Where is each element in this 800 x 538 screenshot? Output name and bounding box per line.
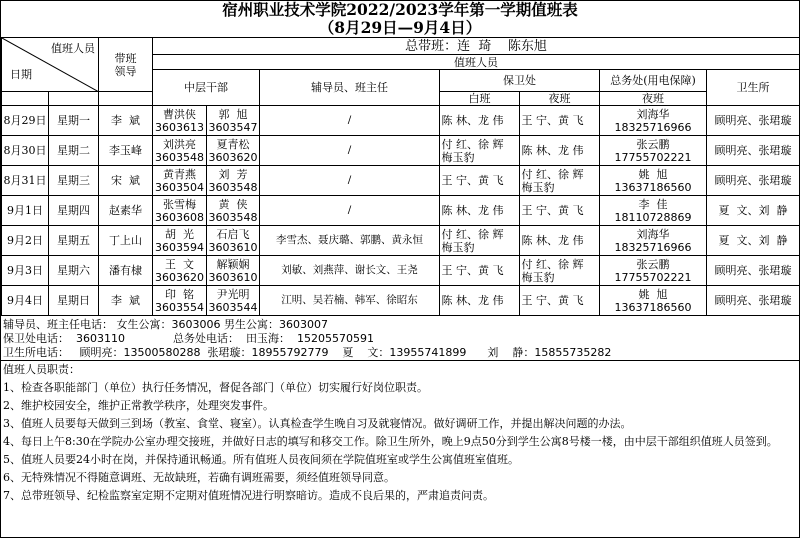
middle-cadre-2-name: 黄 侠 xyxy=(218,197,248,211)
info-line-3: 卫生所电话： 顾明亮：13500580288 张珺璇：18955792779 夏 文：13955741899 刘 静：15855735282 xyxy=(3,346,612,359)
general-affairs-cell-phone: 17755702221 xyxy=(614,150,692,164)
date-cell xyxy=(2,286,49,316)
middle-cadre-1 xyxy=(153,166,207,196)
table-row xyxy=(2,196,800,226)
security-night-cell-text: 陈 林、龙 伟 xyxy=(521,234,584,247)
date-cell xyxy=(2,226,49,256)
weekday-cell-text: 星期日 xyxy=(57,294,90,307)
header-general-night: 夜班 xyxy=(600,92,707,106)
security-day-cell xyxy=(440,106,520,136)
leader-cell-text: 李 斌 xyxy=(111,294,140,307)
header-duty-staff: 值班人员 xyxy=(153,55,800,70)
security-night-cell-text: 付 红、徐 辉 梅玉豹 xyxy=(521,167,584,194)
middle-cadre-1 xyxy=(153,256,207,286)
counselor-cell-text: / xyxy=(347,174,352,186)
clinic-cell xyxy=(707,106,800,136)
general-phone: 总务处电话： 田玉海： 15205570591 xyxy=(172,332,374,345)
counselor-cell xyxy=(260,256,440,286)
security-day-cell xyxy=(440,166,520,196)
duty-rows xyxy=(2,106,800,316)
general-affairs-cell-phone: 18325716966 xyxy=(614,120,692,134)
middle-cadre-2 xyxy=(207,166,260,196)
rules-heading: 值班人员职责： xyxy=(3,363,80,376)
middle-cadre-2-name: 解颖娴 xyxy=(216,257,250,271)
date-cell-text: 8月29日 xyxy=(3,114,47,127)
duty-rules xyxy=(1,360,799,505)
duty-table xyxy=(1,37,800,316)
leader-cell xyxy=(99,196,153,226)
general-affairs-cell-phone: 13637186560 xyxy=(614,180,692,194)
weekday-cell-text: 星期四 xyxy=(57,204,90,217)
clinic-cell xyxy=(707,226,800,256)
security-day-cell-text: 付 红、徐 辉 梅玉豹 xyxy=(441,227,504,254)
date-cell-text: 9月4日 xyxy=(7,294,43,307)
date-cell-text: 9月3日 xyxy=(7,264,43,277)
weekday-cell-text: 星期六 xyxy=(57,264,90,277)
middle-cadre-1-phone: 3603548 xyxy=(155,150,204,164)
general-affairs-cell xyxy=(600,106,707,136)
counselor-cell xyxy=(260,226,440,256)
header-clinic: 卫生所 xyxy=(707,70,800,106)
leader-cell xyxy=(99,286,153,316)
leader-cell-text: 宋 斌 xyxy=(111,174,140,187)
header-weekday-col xyxy=(49,92,99,106)
clinic-cell xyxy=(707,286,800,316)
clinic-cell-text: 顾明亮、张珺璇 xyxy=(714,144,792,157)
middle-cadre-2-phone: 3603610 xyxy=(208,240,258,254)
date-cell-text: 8月31日 xyxy=(3,174,47,187)
middle-cadre-1 xyxy=(153,136,207,166)
middle-cadre-1-name: 曹洪侠 xyxy=(163,107,196,121)
clinic-cell xyxy=(707,136,800,166)
security-night-cell-text: 王 宁、黄 飞 xyxy=(521,114,584,127)
middle-cadre-2-phone: 3603548 xyxy=(208,210,258,224)
date-cell xyxy=(2,106,49,136)
header-diagonal-cell xyxy=(2,38,99,92)
security-night-cell-text: 王 宁、黄 飞 xyxy=(521,294,584,307)
counselor-cell-text: 刘敏、刘燕萍、谢长文、王尧 xyxy=(281,264,418,276)
general-affairs-cell-name: 姚 旭 xyxy=(638,167,668,181)
security-night-cell xyxy=(520,166,600,196)
general-affairs-cell-phone: 17755702221 xyxy=(614,270,692,284)
counselor-cell-text: / xyxy=(347,204,352,216)
security-phone: 保卫处电话： 3603110 xyxy=(3,332,125,345)
weekday-cell-text: 星期一 xyxy=(57,114,90,127)
date-cell-text: 9月2日 xyxy=(7,234,43,247)
leader-cell-text: 李 斌 xyxy=(111,114,140,127)
middle-cadre-1-phone: 3603613 xyxy=(155,120,204,134)
rule-2: 2、维护校园安全，维护正常教学秩序，处理突发事件。 xyxy=(3,399,274,412)
table-row xyxy=(2,286,800,316)
middle-cadre-2-name: 夏青松 xyxy=(216,137,250,151)
security-day-cell-text: 陈 林、龙 伟 xyxy=(441,204,504,217)
middle-cadre-2 xyxy=(207,226,260,256)
general-affairs-cell xyxy=(600,286,707,316)
middle-cadre-2-phone: 3603547 xyxy=(208,120,258,134)
general-affairs-cell xyxy=(600,136,707,166)
middle-cadre-1-name: 王 文 xyxy=(165,257,194,271)
weekday-cell-text: 星期二 xyxy=(57,144,90,157)
clinic-cell-text: 顾明亮、张珺璇 xyxy=(714,174,792,187)
rule-4: 4、每日上午8:30在学院办公室办理交接班，并做好日志的填写和移交工作。除卫生所外，晚上9点50分到学生公寓8号楼一楼，由中层干部组织值班人员签到。 xyxy=(3,435,778,448)
header-duty-person: 值班人员 xyxy=(51,42,95,55)
clinic-cell xyxy=(707,256,800,286)
middle-cadre-1-name: 张雪梅 xyxy=(163,197,196,211)
counselor-cell xyxy=(260,196,440,226)
weekday-cell xyxy=(49,106,99,136)
security-day-cell-text: 王 宁、黄 飞 xyxy=(441,174,504,187)
security-day-cell xyxy=(440,286,520,316)
security-day-cell-text: 陈 林、龙 伟 xyxy=(441,294,504,307)
leader-cell-text: 潘有棣 xyxy=(109,264,142,277)
header-leader-col xyxy=(99,92,153,106)
middle-cadre-1 xyxy=(153,106,207,136)
general-affairs-cell-name: 张云鹏 xyxy=(636,137,670,151)
security-night-cell xyxy=(520,286,600,316)
header-middle: 中层干部 xyxy=(153,70,260,106)
security-night-cell-text: 王 宁、黄 飞 xyxy=(521,204,584,217)
general-affairs-cell-name: 张云鹏 xyxy=(636,257,670,271)
leader-cell-text: 丁上山 xyxy=(109,234,142,247)
general-affairs-cell-phone: 13637186560 xyxy=(614,300,692,314)
counselor-cell xyxy=(260,166,440,196)
weekday-cell-text: 星期三 xyxy=(57,174,90,187)
table-row xyxy=(2,106,800,136)
security-day-cell xyxy=(440,136,520,166)
middle-cadre-1-phone: 3603554 xyxy=(155,300,204,314)
clinic-cell-text: 顾明亮、张珺璇 xyxy=(714,114,792,127)
rule-5: 5、值班人员要24小时在岗，并保持通讯畅通。所有值班人员夜间须在学院值班室或学生公寓值班室值班。 xyxy=(3,453,519,466)
header-leader: 带班领导 xyxy=(99,38,153,92)
table-row xyxy=(2,256,800,286)
security-day-cell-text: 付 红、徐 辉 梅玉豹 xyxy=(441,137,504,164)
middle-cadre-2-name: 刘 芳 xyxy=(218,167,248,181)
date-cell-text: 8月30日 xyxy=(3,144,47,157)
clinic-cell-text: 顾明亮、张珺璇 xyxy=(714,264,792,277)
weekday-cell xyxy=(49,226,99,256)
middle-cadre-2 xyxy=(207,196,260,226)
header-security: 保卫处 xyxy=(440,70,600,92)
counselor-cell-text: 江明、吴若楠、韩军、徐昭东 xyxy=(281,294,418,306)
counselor-cell-text: 李雪杰、聂庆璐、郭鹏、黄永恒 xyxy=(276,234,423,246)
date-cell xyxy=(2,166,49,196)
weekday-cell xyxy=(49,286,99,316)
weekday-cell xyxy=(49,136,99,166)
date-cell xyxy=(2,136,49,166)
middle-cadre-1-phone: 3603620 xyxy=(155,270,204,284)
middle-cadre-1-phone: 3603504 xyxy=(155,180,204,194)
chief-names: 连 琦 陈东旭 xyxy=(457,38,547,54)
clinic-cell xyxy=(707,196,800,226)
middle-cadre-1-phone: 3603608 xyxy=(155,210,204,224)
security-night-cell xyxy=(520,256,600,286)
middle-cadre-1 xyxy=(153,226,207,256)
weekday-cell xyxy=(49,166,99,196)
general-affairs-cell-phone: 18325716966 xyxy=(614,240,692,254)
middle-cadre-1-name: 黄青燕 xyxy=(163,167,196,181)
leader-cell-text: 李玉峰 xyxy=(109,144,142,157)
rule-7: 7、总带班领导、纪检监察室定期不定期对值班情况进行明察暗访。造成不良后果的，严肃追责问责。 xyxy=(3,489,494,502)
rule-1: 1、检查各职能部门（单位）执行任务情况，督促各部门（单位）切实履行好岗位职责。 xyxy=(3,381,428,394)
general-affairs-cell xyxy=(600,226,707,256)
counselor-cell-text: / xyxy=(347,144,352,156)
middle-cadre-2-phone: 3603610 xyxy=(208,270,258,284)
security-night-cell-text: 付 红、徐 辉 梅玉豹 xyxy=(521,257,584,284)
clinic-cell-text: 夏 文、刘 静 xyxy=(718,204,788,217)
middle-cadre-2-name: 尹光明 xyxy=(216,287,250,301)
general-affairs-cell-phone: 18110728869 xyxy=(614,210,692,224)
middle-cadre-2-phone: 3603548 xyxy=(208,180,258,194)
general-affairs-cell xyxy=(600,256,707,286)
middle-cadre-1 xyxy=(153,196,207,226)
weekday-cell xyxy=(49,256,99,286)
security-night-cell xyxy=(520,106,600,136)
leader-cell xyxy=(99,106,153,136)
counselor-cell xyxy=(260,286,440,316)
middle-cadre-2 xyxy=(207,256,260,286)
leader-cell xyxy=(99,226,153,256)
title-line-2: （8月29日—9月4日） xyxy=(318,18,482,37)
info-line-1: 辅导员、班主任电话： 女生公寓：3603006 男生公寓：3603007 xyxy=(3,318,328,331)
middle-cadre-2-name: 郭 旭 xyxy=(218,107,248,121)
chief-duty-row xyxy=(153,38,800,55)
general-affairs-cell-name: 姚 旭 xyxy=(638,287,668,301)
security-day-cell-text: 王 宁、黄 飞 xyxy=(441,264,504,277)
leader-cell xyxy=(99,256,153,286)
table-row xyxy=(2,166,800,196)
weekday-cell-text: 星期五 xyxy=(57,234,90,247)
date-cell xyxy=(2,196,49,226)
date-cell xyxy=(2,256,49,286)
general-affairs-cell-name: 李 佳 xyxy=(638,197,668,211)
leader-cell xyxy=(99,136,153,166)
middle-cadre-1 xyxy=(153,286,207,316)
general-affairs-cell-name: 刘海华 xyxy=(636,107,670,121)
header-day-shift: 白班 xyxy=(440,92,520,106)
security-night-cell xyxy=(520,136,600,166)
table-row xyxy=(2,226,800,256)
header-general: 总务处(用电保障) xyxy=(600,70,707,92)
weekday-cell xyxy=(49,196,99,226)
title-line-1: 宿州职业技术学院2022/2023学年第一学期值班表 xyxy=(222,0,578,19)
rule-6: 6、无特殊情况不得随意调班、无故缺班，若确有调班需要，须经值班领导同意。 xyxy=(3,471,395,484)
middle-cadre-1-name: 胡 光 xyxy=(165,227,194,241)
general-affairs-cell xyxy=(600,166,707,196)
middle-cadre-1-phone: 3603594 xyxy=(155,240,204,254)
middle-cadre-2-phone: 3603620 xyxy=(208,150,258,164)
security-night-cell xyxy=(520,226,600,256)
middle-cadre-2 xyxy=(207,286,260,316)
counselor-cell xyxy=(260,106,440,136)
middle-cadre-2 xyxy=(207,136,260,166)
security-night-cell xyxy=(520,196,600,226)
middle-cadre-1-name: 印 铭 xyxy=(165,287,194,301)
leader-cell xyxy=(99,166,153,196)
security-day-cell xyxy=(440,226,520,256)
chief-label: 总带班： xyxy=(405,38,458,54)
table-row xyxy=(2,136,800,166)
clinic-cell-text: 夏 文、刘 静 xyxy=(718,234,788,247)
middle-cadre-2-phone: 3603544 xyxy=(208,300,258,314)
middle-cadre-2-name: 石启飞 xyxy=(216,227,250,241)
general-affairs-cell-name: 刘海华 xyxy=(636,227,670,241)
middle-cadre-1-name: 刘洪亮 xyxy=(163,137,196,151)
security-day-cell xyxy=(440,256,520,286)
middle-cadre-2 xyxy=(207,106,260,136)
clinic-cell xyxy=(707,166,800,196)
header-date: 日期 xyxy=(10,68,32,81)
general-affairs-cell xyxy=(600,196,707,226)
rule-3: 3、值班人员要每天做到三到场（教室、食堂、寝室）。认真检查学生晚自习及就寝情况。做好调研工作，并提出解决问题的办法。 xyxy=(3,417,632,430)
leader-cell-text: 赵素华 xyxy=(109,204,142,217)
clinic-cell-text: 顾明亮、张珺璇 xyxy=(714,294,792,307)
header-night-shift: 夜班 xyxy=(520,92,600,106)
header-counselor: 辅导员、班主任 xyxy=(260,70,440,106)
security-night-cell-text: 陈 林、龙 伟 xyxy=(521,144,584,157)
counselor-cell xyxy=(260,136,440,166)
date-cell-text: 9月1日 xyxy=(7,204,43,217)
counselor-cell-text: / xyxy=(347,114,352,126)
info-line-2 xyxy=(1,332,799,346)
security-day-cell xyxy=(440,196,520,226)
header-date-col xyxy=(2,92,49,106)
security-day-cell-text: 陈 林、龙 伟 xyxy=(441,114,504,127)
